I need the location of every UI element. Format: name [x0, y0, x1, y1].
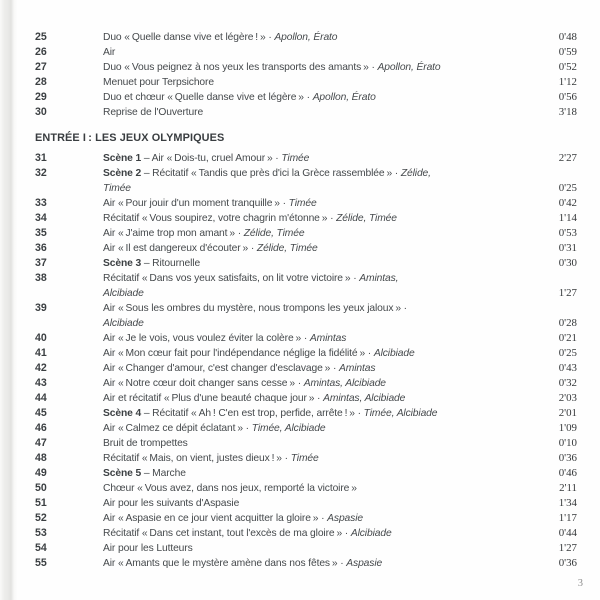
track-title — [103, 331, 533, 346]
track-duration: 0'36 — [558, 452, 577, 464]
track-duration: 1'27 — [558, 287, 577, 299]
cast-names: Zélide, Timée — [336, 213, 397, 224]
track-number: 50 — [35, 482, 47, 494]
track-number: 47 — [35, 437, 47, 449]
track-title — [103, 256, 533, 271]
track-duration: 0'25 — [558, 347, 577, 359]
title-text: Air « Amants que le mystère amène dans nos fêtes » · — [103, 558, 347, 569]
title-text: Air pour les suivants d'Aspasie — [103, 498, 240, 509]
track-number: 30 — [35, 106, 47, 118]
track-title — [103, 406, 533, 421]
track-row — [35, 60, 577, 75]
track-number: 40 — [35, 332, 47, 344]
title-text: Récitatif « Mais, on vient, justes dieux ! » · — [103, 453, 291, 464]
track-title — [103, 436, 533, 451]
page-edge-shadow — [0, 0, 18, 600]
track-row — [35, 45, 577, 60]
track-title — [103, 511, 533, 526]
title-text: Menuet pour Terpsichore — [103, 77, 214, 88]
track-title — [103, 301, 533, 331]
track-number: 31 — [35, 152, 47, 164]
track-row — [35, 271, 577, 301]
track-duration: 0'30 — [558, 257, 577, 269]
track-duration: 0'52 — [558, 61, 577, 73]
track-title — [103, 361, 533, 376]
track-row — [35, 241, 577, 256]
track-title — [103, 105, 533, 120]
track-number: 37 — [35, 257, 47, 269]
track-row — [35, 166, 577, 196]
cast-names: Alcibiade — [350, 528, 392, 539]
track-number: 55 — [35, 557, 47, 569]
track-title — [103, 271, 533, 301]
title-text: Air « Calmez ce dépit éclatant » · — [103, 423, 252, 434]
title-text: Duo et chœur « Quelle danse vive et légère » · — [103, 92, 313, 103]
title-text: Air « J'aime trop mon amant » · — [103, 228, 244, 239]
title-text: – Récitatif « Tandis que près d'ici la Grèce rassemblée » · — [141, 168, 401, 179]
track-title — [103, 541, 533, 556]
track-duration: 0'42 — [558, 197, 577, 209]
track-duration: 1'09 — [558, 422, 577, 434]
section-header: ENTRÉE I : LES JEUX OLYMPIQUES — [35, 132, 225, 144]
track-duration: 0'36 — [558, 557, 577, 569]
track-duration: 0'32 — [558, 377, 577, 389]
track-title — [103, 45, 533, 60]
track-title — [103, 90, 533, 105]
track-number: 42 — [35, 362, 47, 374]
track-number: 27 — [35, 61, 47, 73]
title-text: Air « Il est dangereux d'écouter » · — [103, 243, 257, 254]
track-number: 29 — [35, 91, 47, 103]
track-title — [103, 226, 533, 241]
title-text: – Ritournelle — [141, 258, 201, 269]
track-number: 43 — [35, 377, 47, 389]
cast-names: Timée — [288, 198, 317, 209]
track-row — [35, 301, 577, 331]
track-row — [35, 391, 577, 406]
cast-names: Amintas, Alcibiade — [303, 378, 386, 389]
track-row — [35, 406, 577, 421]
track-row — [35, 511, 577, 526]
title-text: Récitatif « Dans cet instant, tout l'excès de ma gloire » · — [103, 528, 351, 539]
track-number: 44 — [35, 392, 47, 404]
title-text: Air « Notre cœur doit changer sans cesse » · — [103, 378, 304, 389]
track-duration: 0'21 — [558, 332, 577, 344]
track-row — [35, 226, 577, 241]
track-title — [103, 526, 533, 541]
cast-names: Apollon, Érato — [312, 92, 376, 103]
track-title — [103, 166, 533, 196]
cast-names: Amintas, Alcibiade — [323, 393, 406, 404]
title-text: Air « Pour jouir d'un moment tranquille » · — [103, 198, 289, 209]
track-row — [35, 421, 577, 436]
track-row — [35, 105, 577, 120]
track-title — [103, 391, 533, 406]
cast-names: Aspasie — [346, 558, 383, 569]
cast-names: Apollon, Érato — [377, 62, 441, 73]
track-duration: 0'48 — [558, 31, 577, 43]
title-text: Air — [103, 47, 116, 58]
track-duration: 0'28 — [558, 317, 577, 329]
cast-names: Timée — [290, 453, 319, 464]
scene-label: Scène 1 — [103, 153, 142, 164]
track-duration: 1'17 — [558, 512, 577, 524]
track-title — [103, 211, 533, 226]
track-title — [103, 30, 533, 45]
track-number: 53 — [35, 527, 47, 539]
scene-label: Scène 2 — [103, 168, 142, 179]
track-row — [35, 466, 577, 481]
track-title — [103, 556, 533, 571]
track-row — [35, 526, 577, 541]
track-duration: 2'01 — [558, 407, 577, 419]
track-row — [35, 90, 577, 105]
track-duration: 1'14 — [558, 212, 577, 224]
track-duration: 2'27 — [558, 152, 577, 164]
track-title — [103, 346, 533, 361]
track-number: 33 — [35, 197, 47, 209]
track-number: 39 — [35, 302, 47, 314]
track-number: 49 — [35, 467, 47, 479]
title-text: Chœur « Vous avez, dans nos jeux, remporté la victoire » — [103, 483, 357, 494]
track-number: 34 — [35, 212, 47, 224]
title-text: Reprise de l'Ouverture — [103, 107, 204, 118]
track-duration: 0'31 — [558, 242, 577, 254]
cast-names: Aspasie — [327, 513, 363, 524]
track-title — [103, 376, 533, 391]
tracklist — [35, 30, 577, 571]
track-number: 48 — [35, 452, 47, 464]
track-duration: 0'10 — [558, 437, 577, 449]
cast-names: Apollon, Érato — [274, 32, 338, 43]
page-number: 3 — [577, 578, 583, 589]
title-text: Récitatif « Vous soupirez, votre chagrin m'étonne » · — [103, 213, 337, 224]
track-title — [103, 196, 533, 211]
track-number: 51 — [35, 497, 47, 509]
track-duration: 0'46 — [558, 467, 577, 479]
track-row — [35, 30, 577, 45]
cast-names-continued: Timée — [103, 183, 131, 194]
track-number: 36 — [35, 242, 47, 254]
track-row — [35, 196, 577, 211]
track-number: 38 — [35, 272, 47, 284]
title-text: – Récitatif « Ah ! C'en est trop, perfide, arrête ! » · — [141, 408, 364, 419]
track-title — [103, 241, 533, 256]
track-row — [35, 211, 577, 226]
track-number: 52 — [35, 512, 47, 524]
cast-names-continued: Alcibiade — [103, 318, 144, 329]
title-text: – Air « Dois-tu, cruel Amour » · — [141, 153, 282, 164]
scene-label: Scène 3 — [103, 258, 142, 269]
track-row — [35, 75, 577, 90]
track-title — [103, 60, 533, 75]
cast-names: Zélide, Timée — [243, 228, 305, 239]
track-title — [103, 481, 533, 496]
track-row — [35, 541, 577, 556]
scene-label: Scène 5 — [103, 468, 142, 479]
track-number: 28 — [35, 76, 47, 88]
track-number: 46 — [35, 422, 47, 434]
track-number: 45 — [35, 407, 47, 419]
cast-names: Amintas — [339, 363, 376, 374]
title-text: Bruit de trompettes — [103, 438, 188, 449]
track-title — [103, 466, 533, 481]
track-duration: 3'18 — [558, 106, 577, 118]
track-number: 35 — [35, 227, 47, 239]
track-row — [35, 331, 577, 346]
track-row — [35, 256, 577, 271]
cast-names: Zélide, Timée — [256, 243, 318, 254]
track-title — [103, 421, 533, 436]
track-row — [35, 151, 577, 166]
track-row — [35, 496, 577, 511]
track-duration: 1'27 — [558, 542, 577, 554]
track-duration: 0'56 — [558, 91, 577, 103]
track-duration: 0'25 — [558, 182, 577, 194]
track-row — [35, 556, 577, 571]
title-text: Air « Aspasie en ce jour vient acquitter la gloire » · — [103, 513, 328, 524]
cast-names: Amintas — [309, 333, 347, 344]
title-text: Air « Changer d'amour, c'est changer d'esclavage » · — [103, 363, 340, 374]
track-duration: 2'11 — [559, 482, 577, 494]
track-row — [35, 481, 577, 496]
track-duration: 0'53 — [558, 227, 577, 239]
title-text: Récitatif « Dans vos yeux satisfaits, on lit votre victoire » · — [103, 273, 360, 284]
track-row — [35, 436, 577, 451]
title-text: – Marche — [141, 468, 186, 479]
track-row — [35, 361, 577, 376]
cast-names: Timée — [281, 153, 310, 164]
cast-names: Timée, Alcibiade — [363, 408, 438, 419]
track-duration: 0'43 — [558, 362, 577, 374]
track-number: 41 — [35, 347, 47, 359]
track-duration: 0'59 — [558, 46, 577, 58]
track-title — [103, 496, 533, 511]
track-duration: 1'34 — [558, 497, 577, 509]
scene-label: Scène 4 — [103, 408, 142, 419]
title-text: Air « Je le vois, vous voulez éviter la colère » · — [103, 333, 310, 344]
cast-names: Alcibiade — [373, 348, 415, 359]
title-text: Duo « Vous peignez à nos yeux les transports des amants » · — [103, 62, 378, 73]
track-title — [103, 151, 533, 166]
title-text: Air « Sous les ombres du mystère, nous trompons les yeux jaloux » · — [103, 303, 407, 314]
track-title — [103, 75, 533, 90]
track-number: 32 — [35, 167, 47, 179]
cast-names: Timée, Alcibiade — [251, 423, 326, 434]
track-duration: 0'44 — [558, 527, 577, 539]
track-row — [35, 376, 577, 391]
cast-names-continued: Alcibiade — [103, 288, 144, 299]
track-row — [35, 346, 577, 361]
track-row — [35, 451, 577, 466]
title-text: Air et récitatif « Plus d'une beauté chaque jour » · — [103, 393, 324, 404]
track-number: 26 — [35, 46, 47, 58]
title-text: Air « Mon cœur fait pour l'indépendance néglige la fidélité » · — [103, 348, 374, 359]
title-text: Duo « Quelle danse vive et légère ! » · — [103, 32, 275, 43]
track-duration: 2'03 — [558, 392, 577, 404]
cast-names: Amintas, — [359, 273, 399, 284]
track-number: 25 — [35, 31, 47, 43]
track-duration: 1'12 — [558, 76, 577, 88]
track-number: 54 — [35, 542, 47, 554]
cast-names: Zélide, — [400, 168, 431, 179]
title-text: Air pour les Lutteurs — [103, 543, 193, 554]
track-title — [103, 451, 533, 466]
